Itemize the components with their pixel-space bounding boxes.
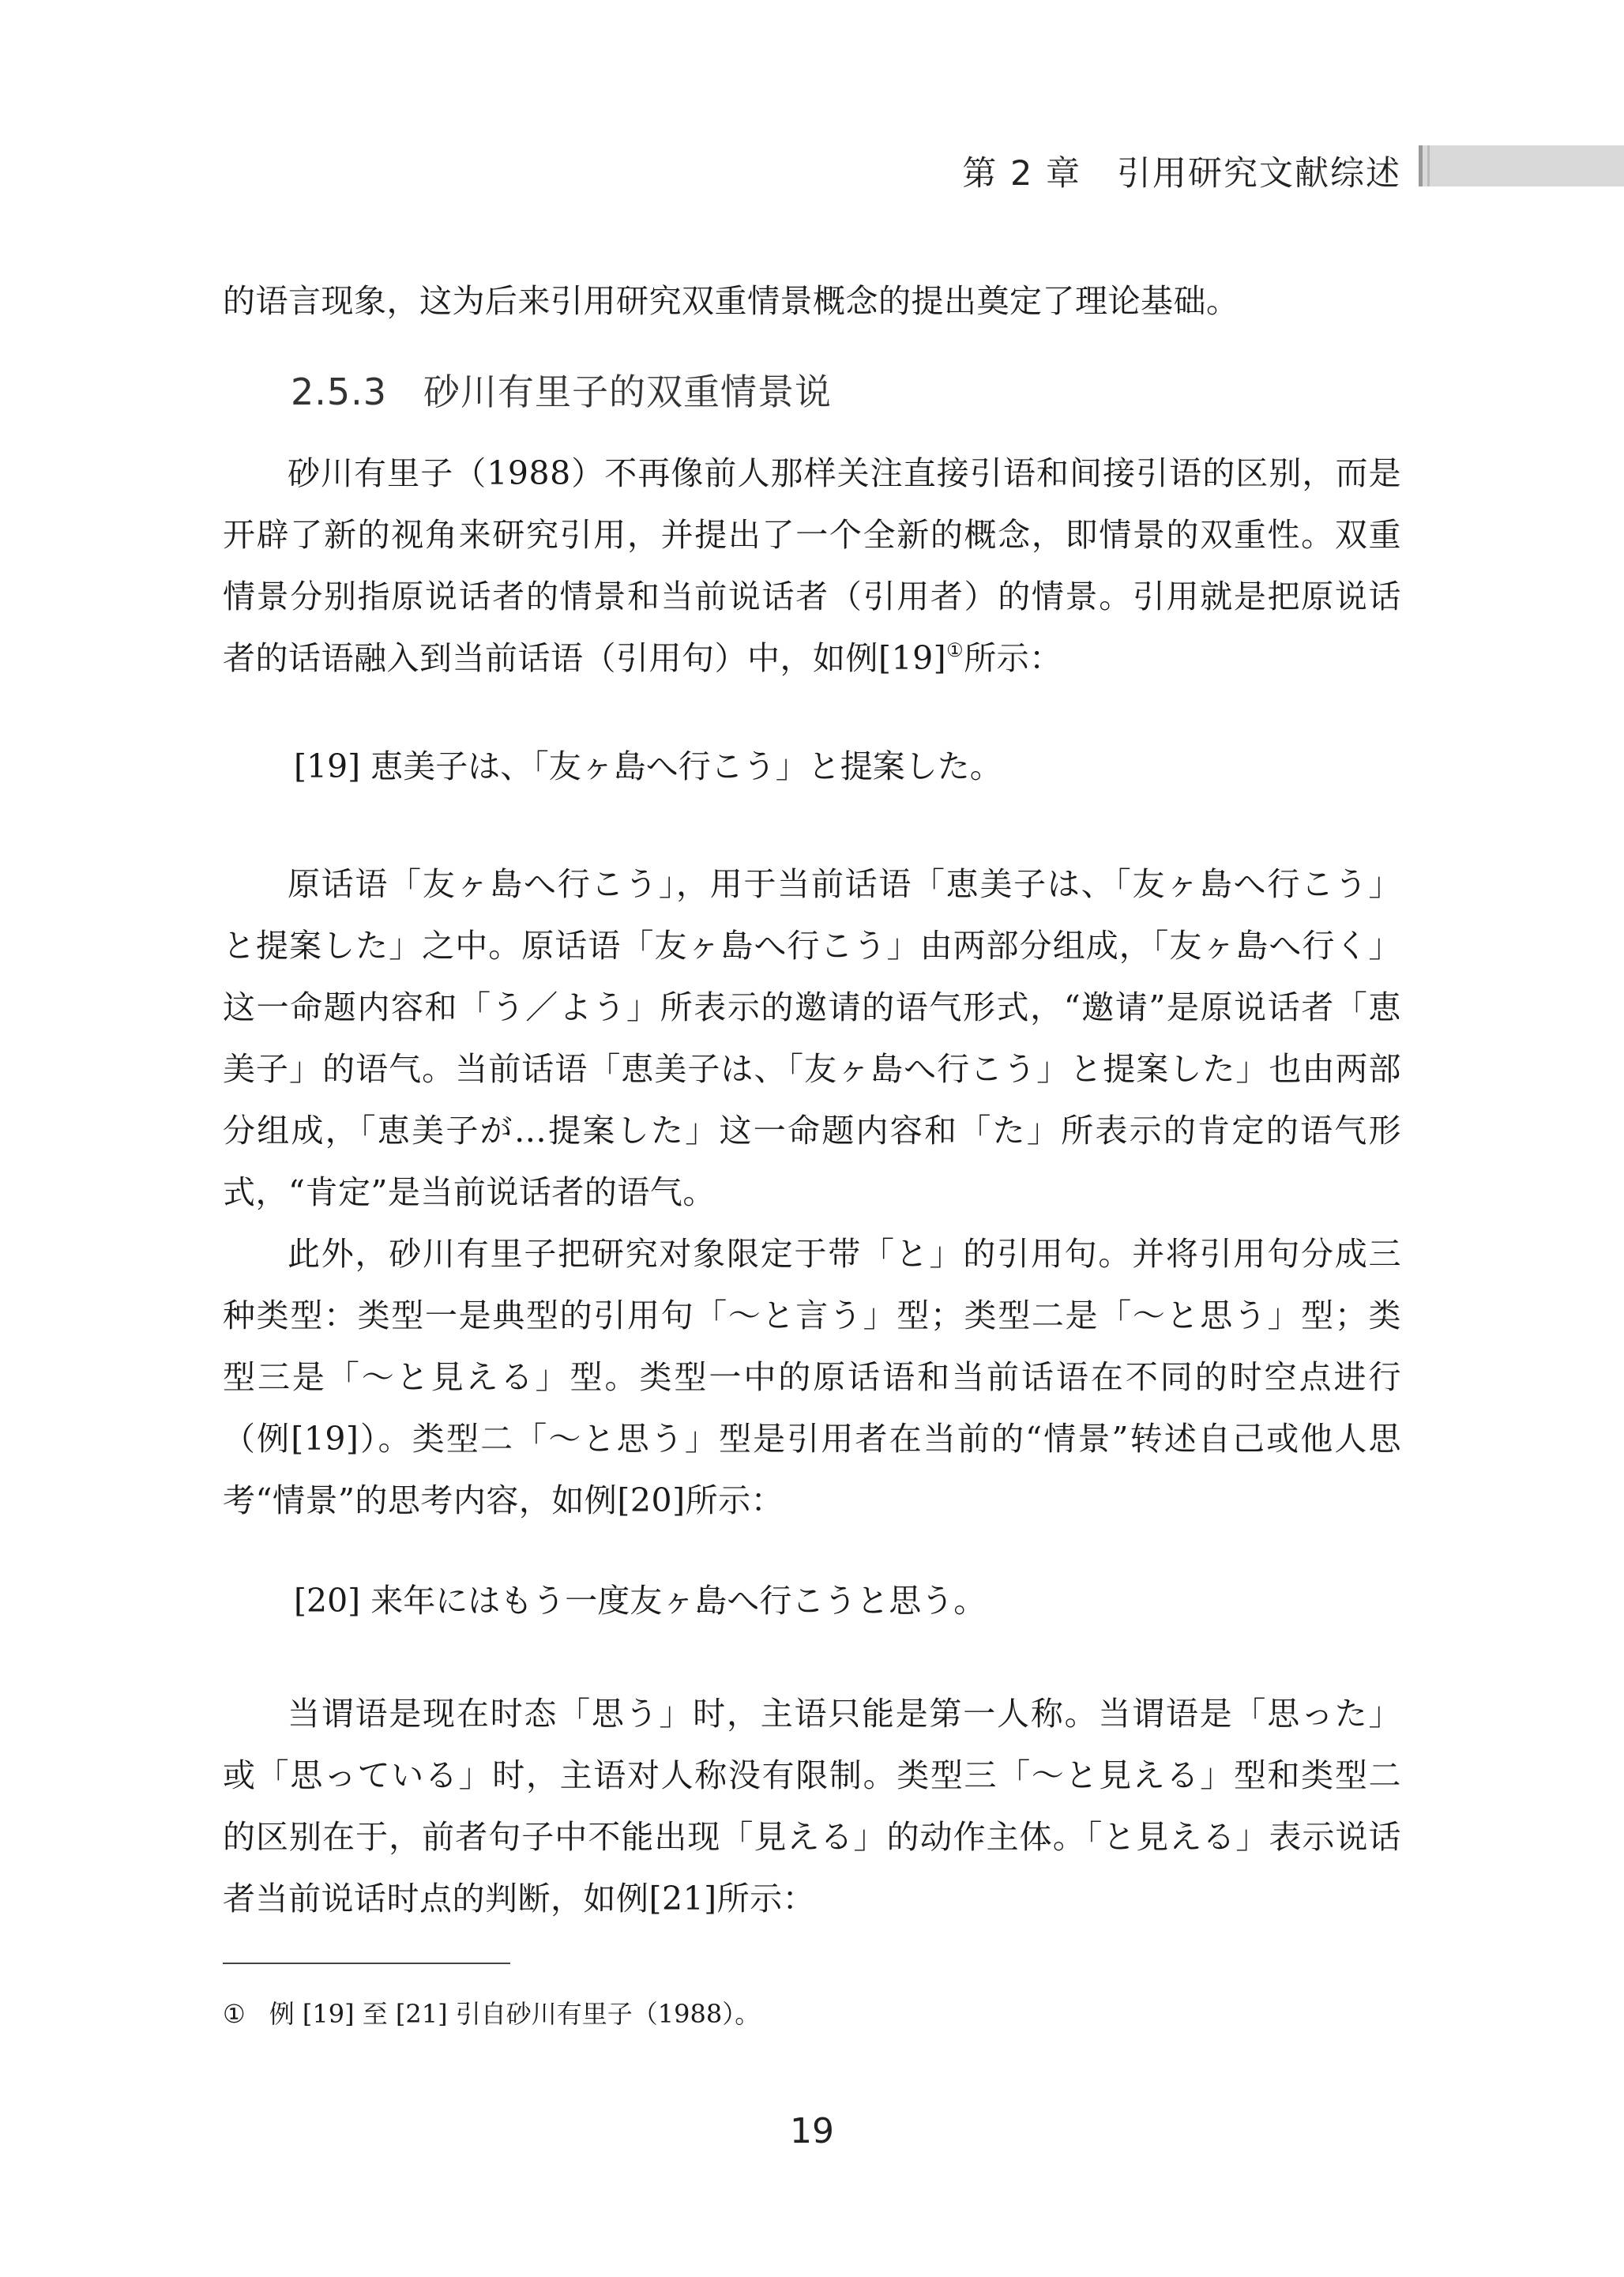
paragraph-block-3 xyxy=(223,1683,1401,1929)
paragraph-0: 的语言现象，这为后来引用研究双重情景概念的提出奠定了理论基础。 xyxy=(223,282,1239,320)
running-header xyxy=(0,141,1624,194)
page-number: 19 xyxy=(790,2111,834,2151)
footnote-divider xyxy=(223,1963,510,1964)
footnote xyxy=(223,1994,760,2034)
paragraph-4: 当谓语是现在时态「思う」时，主语只能是第一人称。当谓语是「思った」或「思っている」时，主语对人称没有限制。类型三「〜と見える」型和类型二的区别在于，前者句子中不能出现「見える」的动作主体。「と見える」表示说话者当前说话时点的判断，如例[21]所示： xyxy=(223,1695,1401,1918)
paragraph-1 xyxy=(223,442,1401,689)
example-20: [20] 来年にはもう一度友ヶ島へ行こうと思う。 xyxy=(294,1582,987,1620)
paragraph-2: 原话语「友ヶ島へ行こう」，用于当前话语「恵美子は、「友ヶ島へ行こう」と提案した」之中。原话语「友ヶ島へ行こう」由两部分组成，「友ヶ島へ行く」这一命题内容和「う／よう」所表示的邀请的语气形式，“邀请”是原说话者「恵美子」的语气。当前话语「恵美子は、「友ヶ島へ行こう」と提案した」也由两部分组成，「恵美子が…提案した」这一命题内容和「た」所表示的肯定的语气形式，“肯定”是当前说话者的语气。 xyxy=(223,865,1401,1211)
chapter-title: 第 2 章 引用研究文献综述 xyxy=(962,154,1401,194)
section-title: 砂川有里子的双重情景说 xyxy=(423,371,833,413)
section-number: 2.5.3 xyxy=(291,371,388,413)
footnote-ref: ① xyxy=(946,639,964,661)
paragraph-continued xyxy=(223,270,1401,332)
section-heading xyxy=(291,363,832,416)
example-19: [19] 恵美子は、「友ヶ島へ行こう」と提案した。 xyxy=(294,747,1002,785)
footnote-text: 例 [19] 至 [21] 引自砂川有里子（1988）。 xyxy=(269,1999,761,2029)
paragraph-1-tail: 所示： xyxy=(964,639,1062,677)
paragraph-block-2 xyxy=(223,853,1401,1531)
footnote-mark: ① xyxy=(223,1999,246,2029)
paragraph-1-text: 砂川有里子（1988）不再像前人那样关注直接引语和间接引语的区别，而是开辟了新的视角来研究引用，并提出了一个全新的概念，即情景的双重性。双重情景分别指原说话者的情景和当前说话者（引用者）的情景。引用就是把原说话者的话语融入到当前话语（引用句）中，如例[19] xyxy=(223,454,1401,677)
paragraph-3: 此外，砂川有里子把研究对象限定于带「と」的引用句。并将引用句分成三种类型：类型一是典型的引用句「〜と言う」型；类型二是「〜と思う」型；类型三是「〜と見える」型。类型一中的原话语和当前话语在不同的时空点进行（例[19]）。类型二「〜と思う」型是引用者在当前的“情景”转述自己或他人思考“情景”的思考内容，如例[20]所示： xyxy=(223,1235,1401,1519)
header-decor-bar xyxy=(1419,145,1624,186)
paragraph-block-1 xyxy=(223,442,1401,689)
